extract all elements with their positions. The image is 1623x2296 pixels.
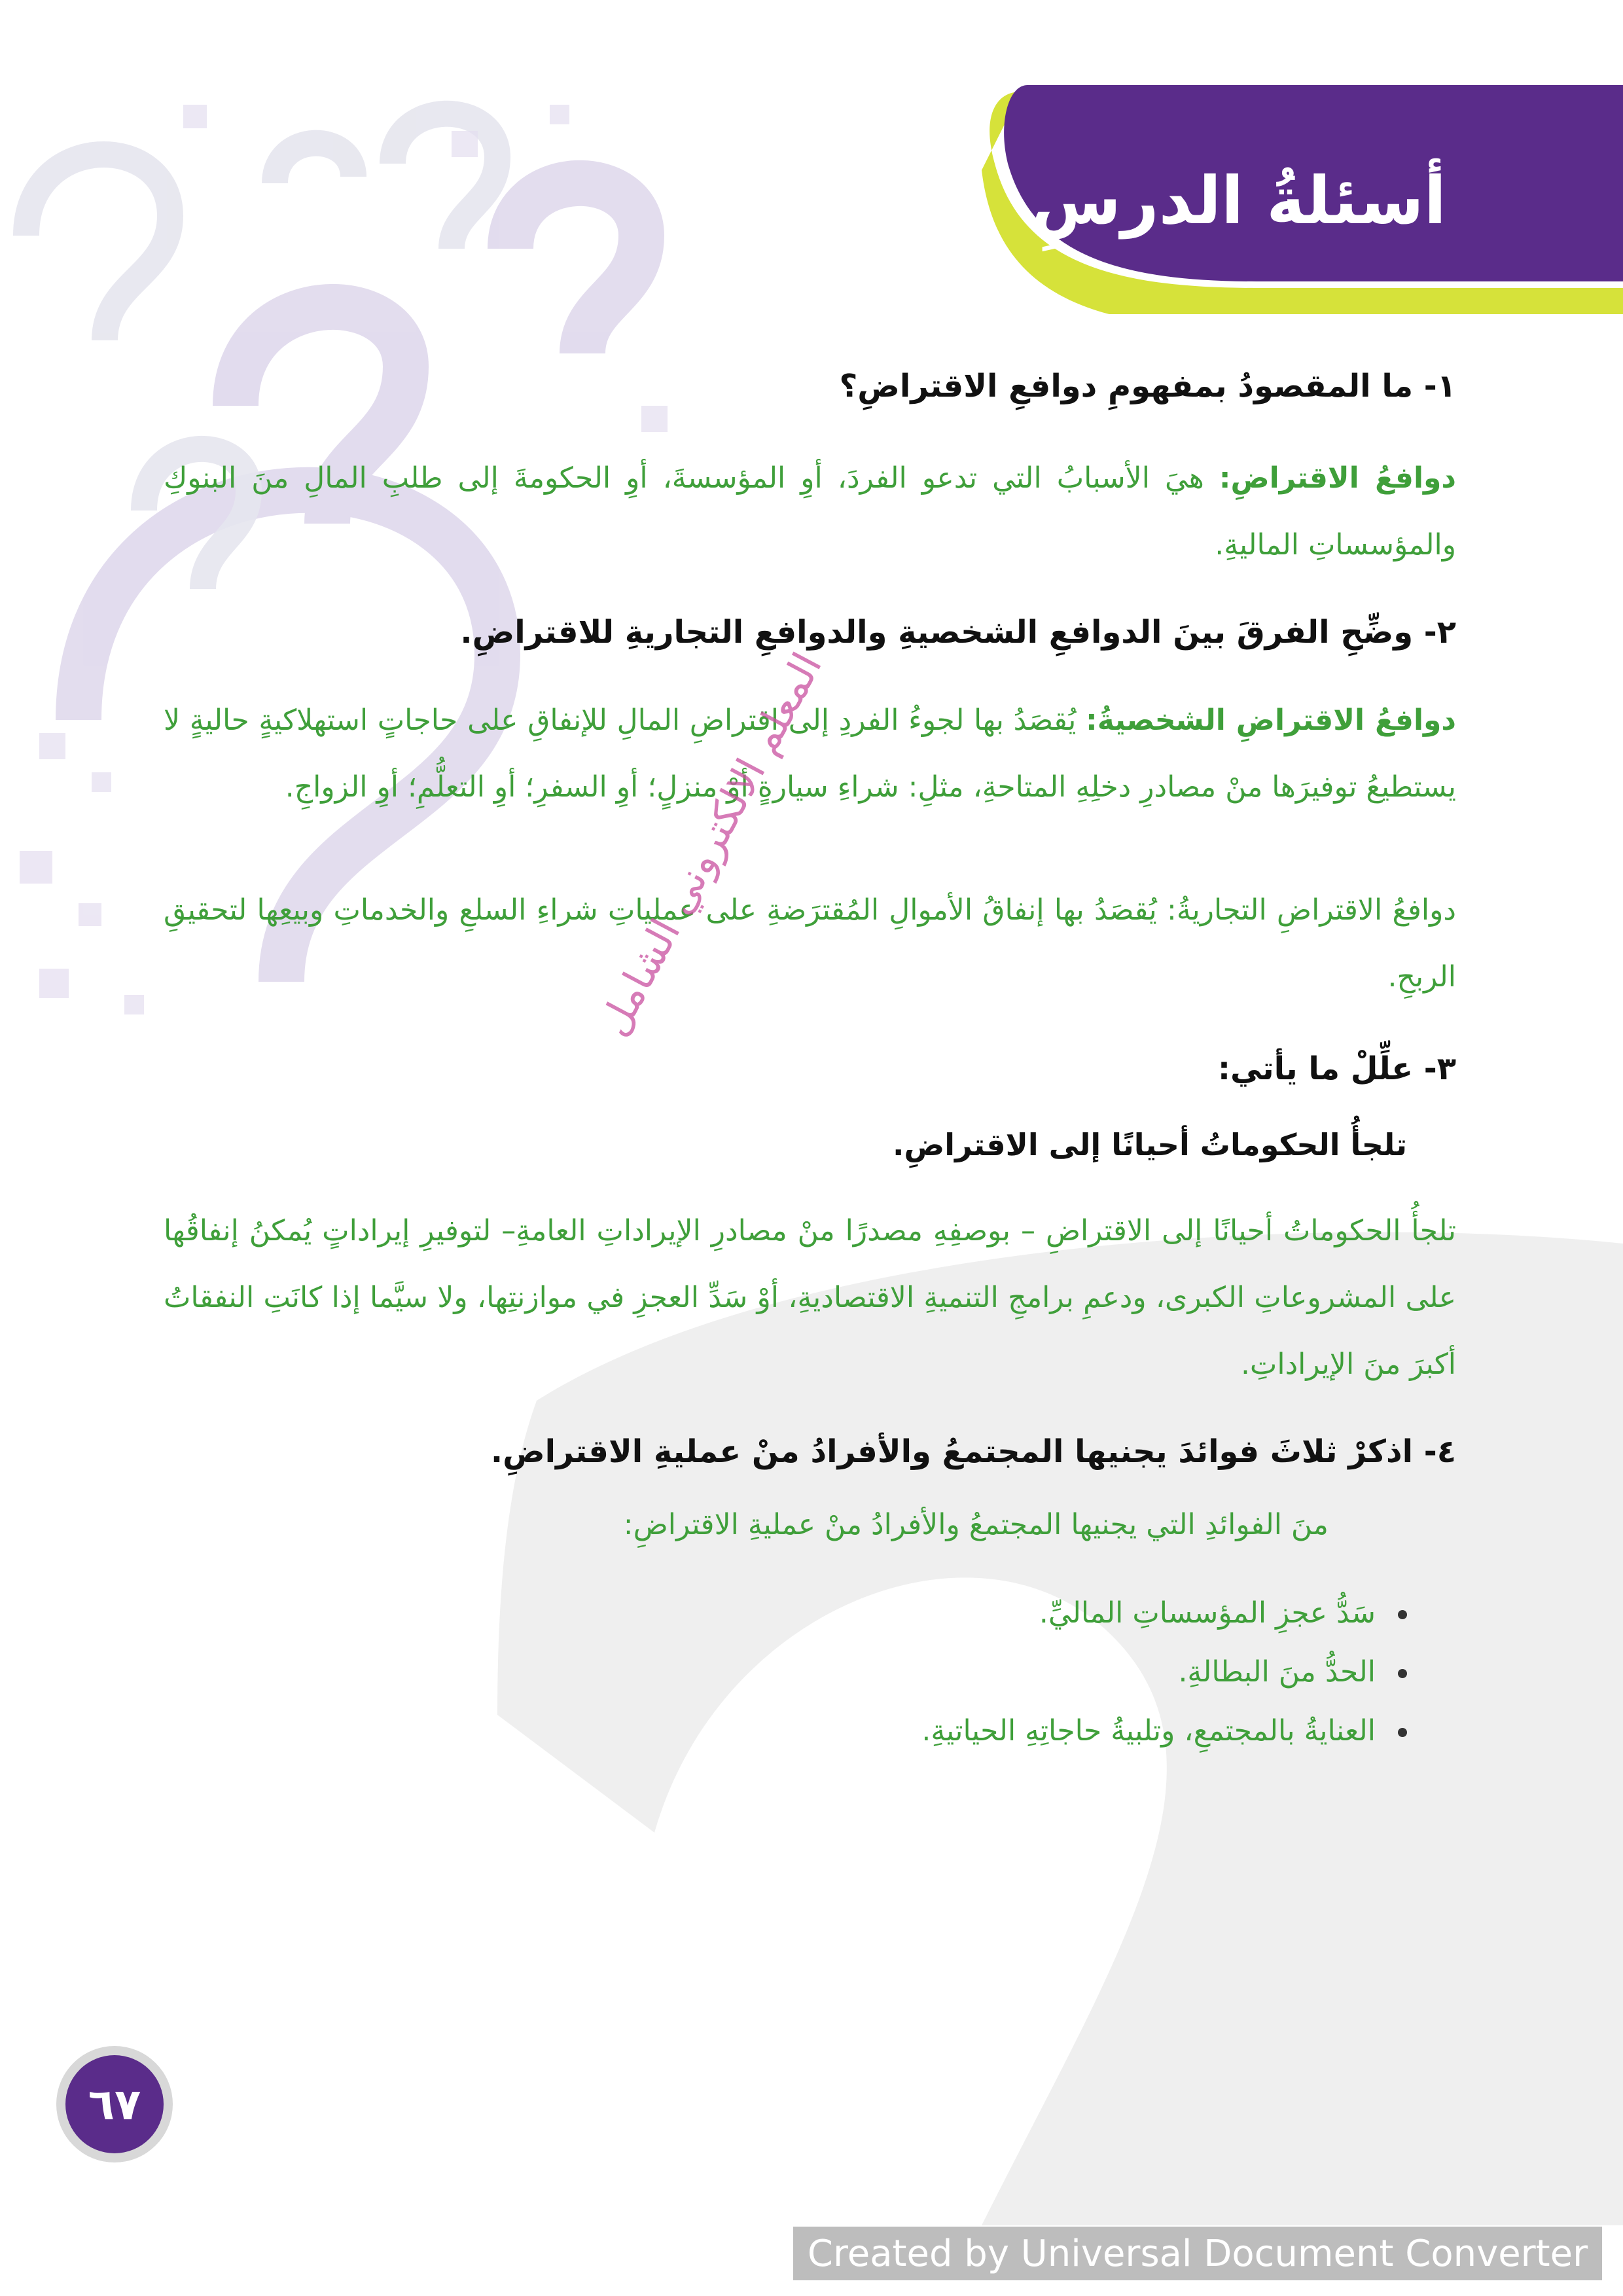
page-title: أسئلةُ الدرسِ <box>1031 162 1446 239</box>
bullet-icon <box>1398 1728 1407 1737</box>
question-1 <box>839 368 1456 404</box>
list-item: الحدُّ منَ البطالةِ. <box>921 1643 1407 1702</box>
answer-text: تلجأُ الحكوماتُ أحيانًا إلى الاقتراضِ – بوصفِهِ مصدرًا منْ مصادرِ الإيراداتِ العامةِ– لتوفيرِ إيراداتٍ يُمكنُ إنفاقُها على المشروعاتِ الكبرى، ودعمِ برامجِ التنميةِ الاقتصاديةِ، أوْ سَدِّ العجزِ في موازنتِها، ولا سيَّما إذا كانَتِ النفقاتُ أكبرَ منَ الإيراداتِ. <box>164 1214 1456 1381</box>
question-number: ٣- <box>1423 1050 1456 1087</box>
question-text: اذكرْ ثلاثَ فوائدَ يجنيها المجتمعُ والأفرادُ منْ عمليةِ الاقتراضِ. <box>490 1433 1414 1470</box>
sub-question-3: تلجأُ الحكوماتُ أحيانًا إلى الاقتراضِ. <box>892 1127 1407 1162</box>
question-text: وضِّحِ الفرقَ بينَ الدوافعِ الشخصيةِ والدوافعِ التجاريةِ للاقتراضِ. <box>460 614 1414 651</box>
bullet-icon <box>1398 1610 1407 1619</box>
answer-4-intro: منَ الفوائدِ التي يجنيها المجتمعُ والأفرادُ منْ عمليةِ الاقتراضِ: <box>623 1508 1329 1541</box>
answer-term: دوافعُ الاقتراضِ الشخصيةُ: <box>1086 704 1456 737</box>
benefits-list <box>921 1584 1407 1761</box>
answer-text: دوافعُ الاقتراضِ التجاريةُ: يُقصَدُ بها إنفاقُ الأموالِ المُقترَضةِ على عملياتِ شراءِ السلعِ والخدماتِ وبيعِها لتحقيقِ الربحِ. <box>164 893 1456 994</box>
answer-text: يُقصَدُ بها لجوءُ الفردِ إلى اقتراضِ المالِ للإنفاقِ على حاجاتٍ استهلاكيةٍ حاليةٍ لا يستطيعُ توفيرَها منْ مصادرِ دخلِهِ المتاحةِ، مثلِ: شراءِ سيارةٍ أوْ منزلٍ؛ أوِ السفرِ؛ أوِ التعلُّمِ؛ أوِ الزواجِ. <box>164 704 1456 804</box>
question-text: ما المقصودُ بمفهومِ دوافعِ الاقتراضِ؟ <box>839 368 1414 404</box>
answer-text: هيَ الأسبابُ التي تدعو الفردَ، أوِ المؤسسةَ، أوِ الحكومةَ إلى طلبِ المالِ منَ البنوكِ والمؤسساتِ الماليةِ. <box>164 461 1456 562</box>
answer-3 <box>164 1198 1456 1398</box>
question-number: ٤- <box>1423 1433 1456 1470</box>
answer-2-commercial <box>164 877 1456 1011</box>
answer-term: دوافعُ الاقتراضِ: <box>1219 461 1456 495</box>
page-number: ٦٧ <box>65 2055 164 2153</box>
question-text: علِّلْ ما يأتي: <box>1217 1050 1414 1087</box>
answer-1 <box>164 445 1456 579</box>
list-item: العنايةُ بالمجتمعِ، وتلبيةُ حاجاتِهِ الحياتيةِ. <box>921 1702 1407 1761</box>
question-2 <box>460 614 1456 651</box>
watermark: المعلم الالكتروني الشامل <box>589 645 832 1044</box>
list-item: سَدُّ عجزِ المؤسساتِ الماليِّ. <box>921 1584 1407 1643</box>
question-3 <box>1218 1050 1456 1087</box>
question-number: ١- <box>1423 368 1456 404</box>
question-number: ٢- <box>1423 614 1456 651</box>
question-4 <box>491 1433 1456 1470</box>
footer-banner: Created by Universal Document Converter <box>793 2227 1602 2280</box>
bullet-icon <box>1398 1669 1407 1678</box>
